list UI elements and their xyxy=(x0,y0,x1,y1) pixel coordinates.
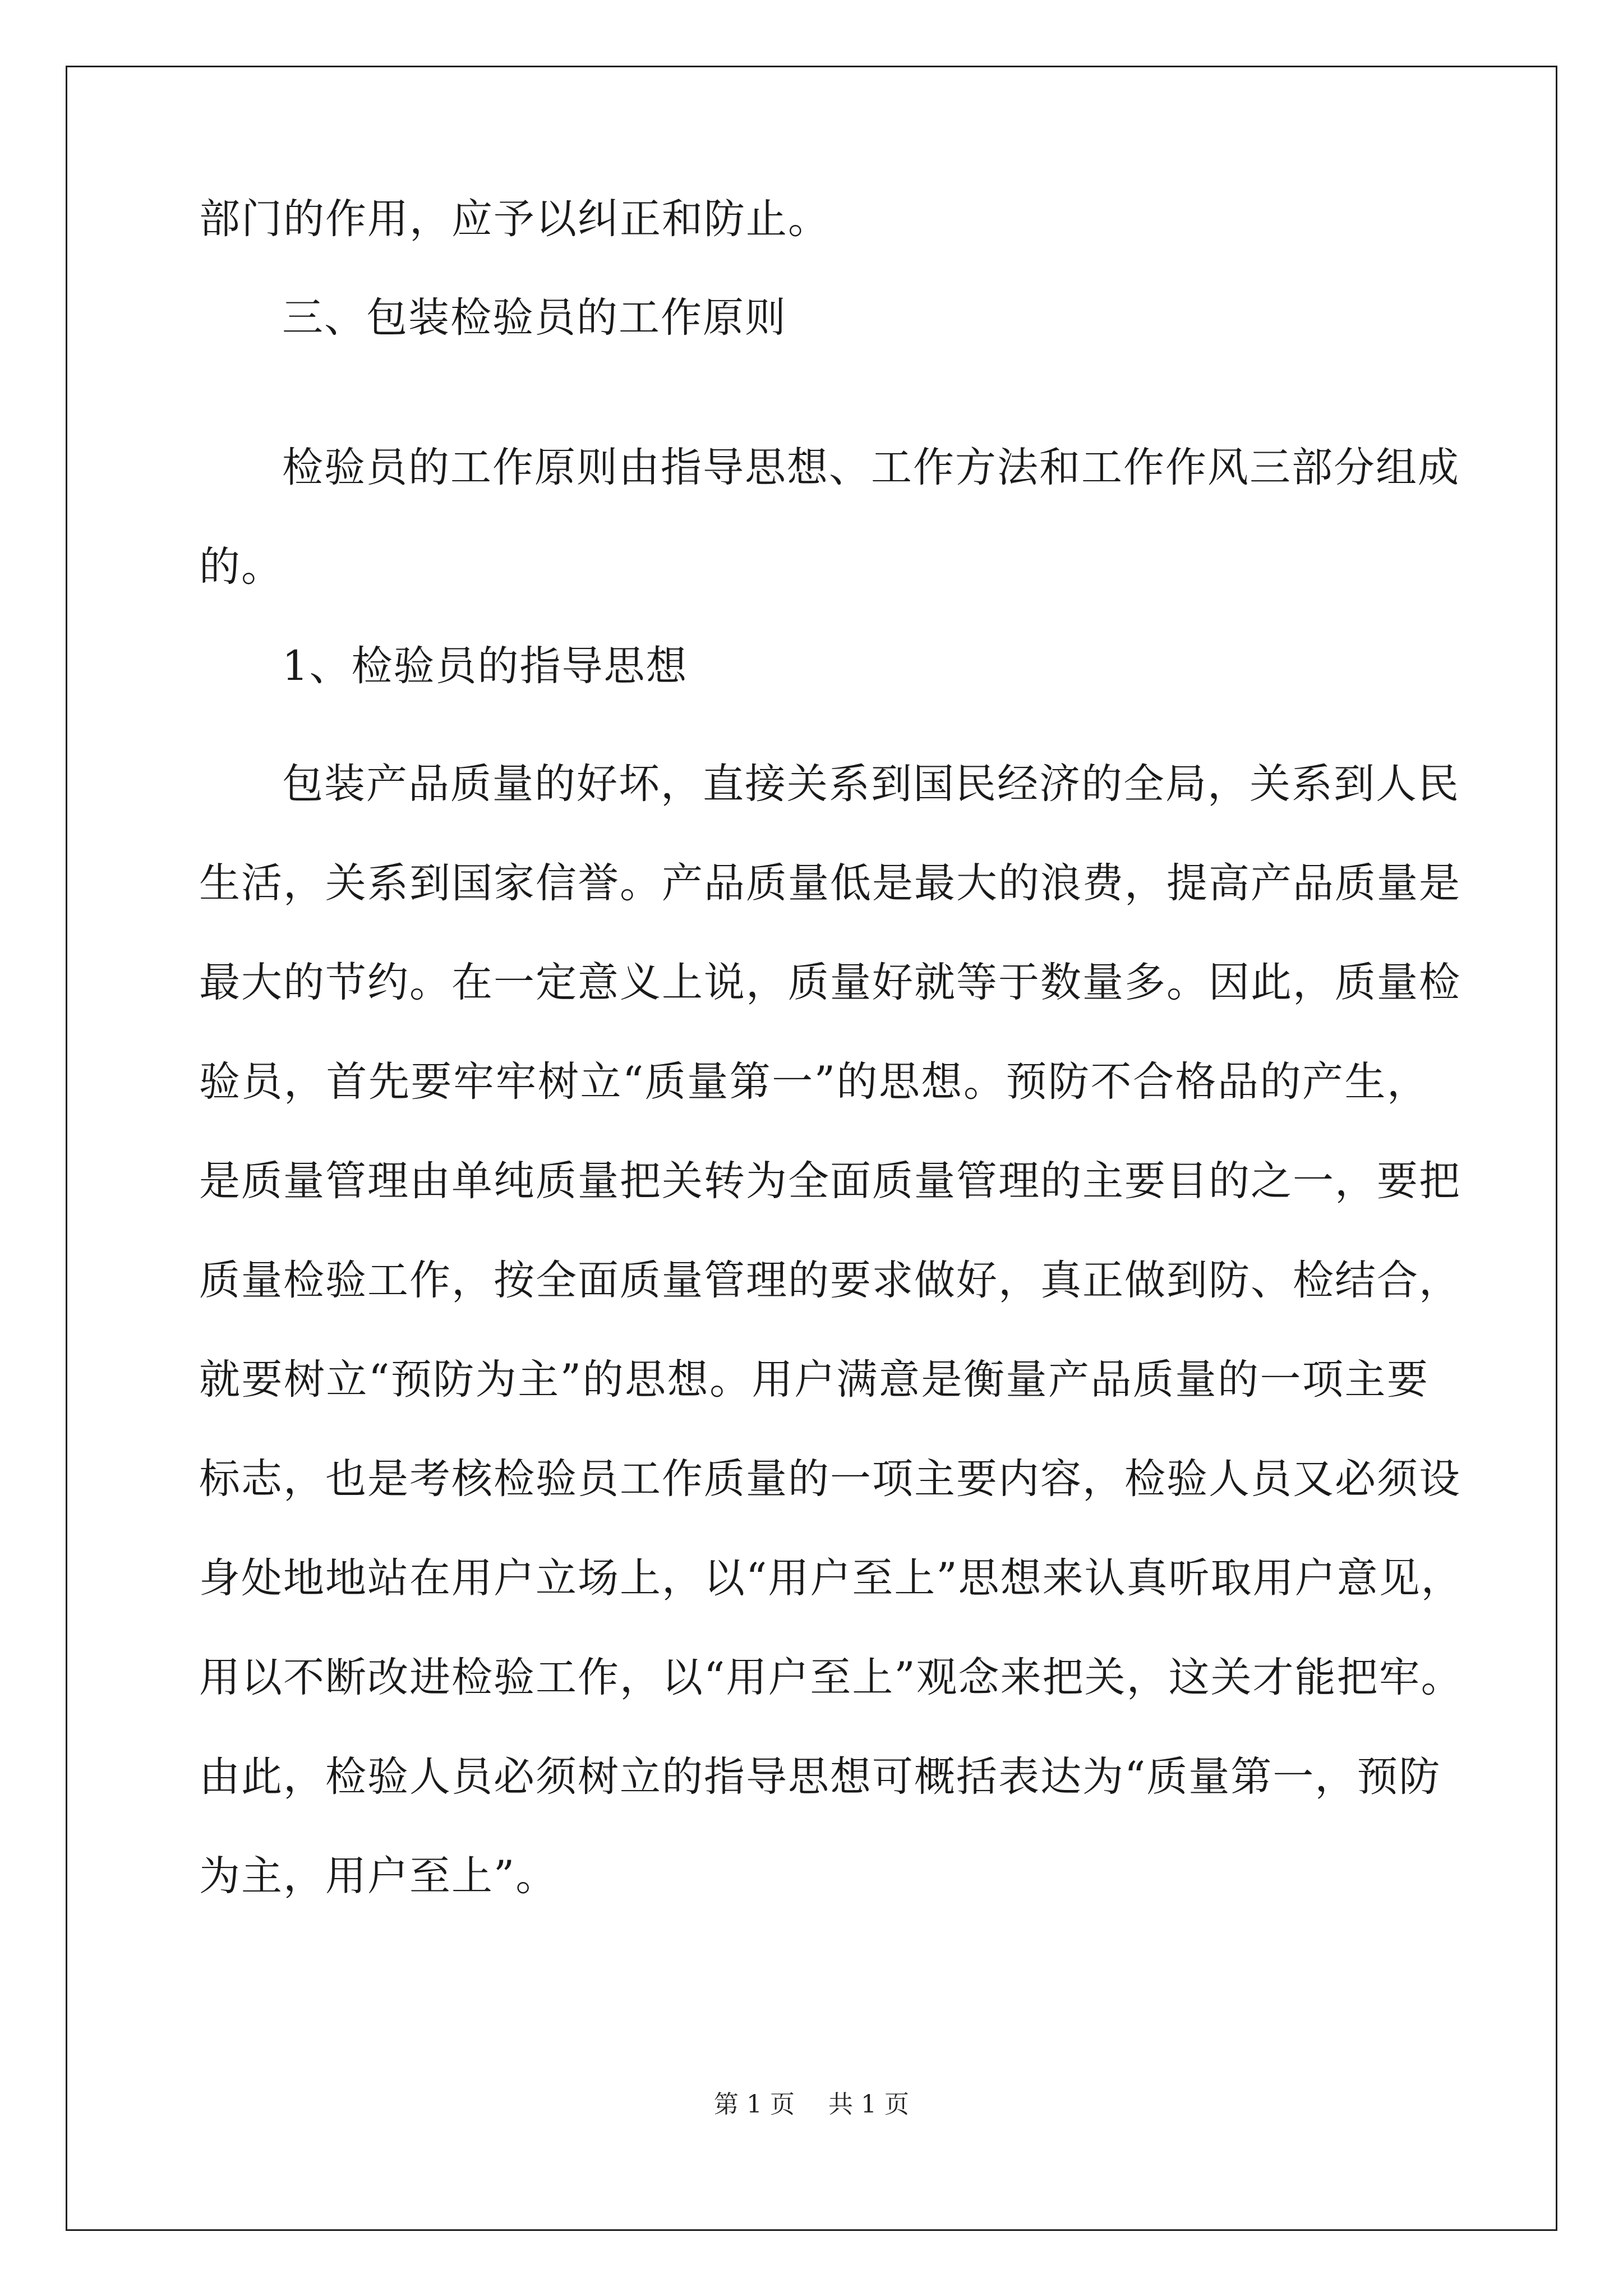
text-line: 用以不断改进检验工作，以“用户至上”观念来把关，这关才能把牢。 xyxy=(199,1654,1463,1701)
text-line: 包装产品质量的好坏，直接关系到国民经济的全局，关系到人民 xyxy=(282,760,1460,808)
page-footer xyxy=(0,2092,1623,2117)
text-line: 最大的节约。在一定意义上说，质量好就等于数量多。因此，质量检 xyxy=(199,959,1461,1006)
text-line: 标志，也是考核检验员工作质量的一项主要内容，检验人员又必须设 xyxy=(199,1455,1461,1503)
text-line: 由此，检验人员必须树立的指导思想可概括表达为“质量第一，预防 xyxy=(199,1753,1441,1801)
text-line: 验员，首先要牢牢树立“质量第一”的思想。预防不合格品的产生， xyxy=(199,1058,1429,1106)
page-total: 共 1 页 xyxy=(828,2090,909,2119)
text-line: 就要树立“预防为主”的思想。用户满意是衡量产品质量的一项主要 xyxy=(199,1356,1429,1404)
subsection-heading: 1、检验员的指导思想 xyxy=(282,642,688,690)
text-line: 部门的作用，应予以纠正和防止。 xyxy=(199,195,830,243)
text-line: 是质量管理由单纯质量把关转为全面质量管理的主要目的之一，要把 xyxy=(199,1157,1461,1205)
text-line: 身处地地站在用户立场上，以“用户至上”思想来认真听取用户意见， xyxy=(199,1554,1463,1602)
text-line: 检验员的工作原则由指导思想、工作方法和工作作风三部分组成 xyxy=(282,444,1460,491)
section-heading: 三、包装检验员的工作原则 xyxy=(282,294,787,342)
page-border xyxy=(66,66,1557,2231)
text-line: 质量检验工作，按全面质量管理的要求做好，真正做到防、检结合， xyxy=(199,1257,1461,1304)
page-number: 第 1 页 xyxy=(714,2090,795,2119)
text-line: 生活，关系到国家信誉。产品质量低是最大的浪费，提高产品质量是 xyxy=(199,859,1461,907)
text-line: 的。 xyxy=(199,543,283,591)
text-line: 为主，用户至上”。 xyxy=(199,1852,558,1900)
